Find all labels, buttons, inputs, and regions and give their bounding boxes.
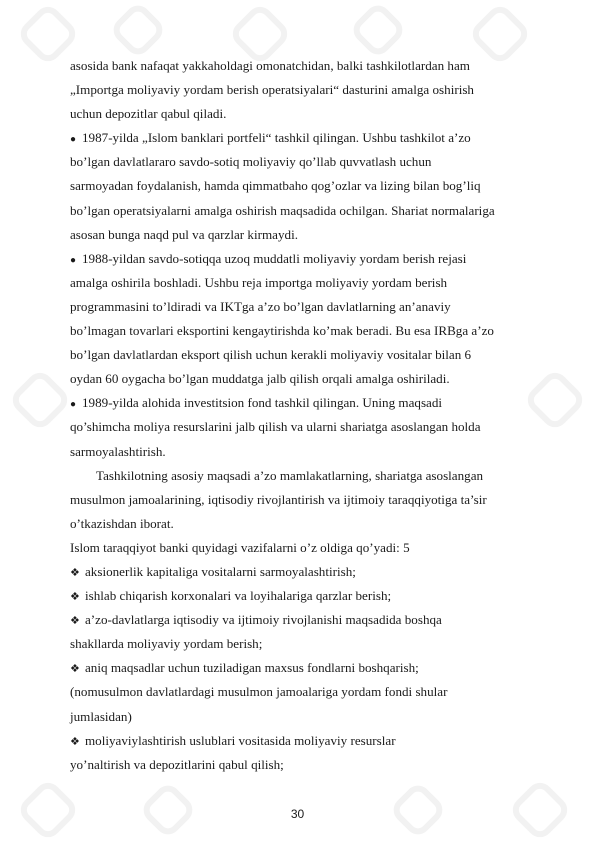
text-line [70,656,532,680]
text-line [70,223,532,247]
line-text: 1987-yilda „Islom banklari portfeli“ tashkil qilingan. Ushbu tashkilot a’zo [82,130,471,146]
diamond-bullet-icon: ❖ [70,566,80,579]
line-text: (nomusulmon davlatlardagi musulmon jamoalariga yordam fondi shular [70,684,448,700]
line-text: shakllarda moliyaviy yordam berish; [70,636,263,652]
text-line [70,488,532,512]
line-text: bo’lmagan tovarlari eksportini kengaytirishda ko’mak beradi. Bu esa IRBga a’zo [70,323,494,339]
text-line [70,391,532,415]
text-line [70,415,532,439]
line-text: programmasini to’ldiradi va IKTga a’zo bo’lgan davlatlarning an’anaviy [70,298,451,314]
text-line [70,367,532,391]
bullet-icon: ● [70,254,77,266]
text-line [70,247,532,271]
line-text: moliyaviylashtirish uslublari vositasida moliyaviy resurslar [85,732,396,748]
line-text: ishlab chiqarish korxonalari va loyihalariga qarzlar berish; [85,588,392,604]
text-line [70,512,532,536]
bullet-icon: ● [70,134,77,146]
line-text: asosan bunga naqd pul va qarzlar kirmaydi. [70,226,298,242]
line-text: jumlasidan) [70,708,132,724]
text-line [70,729,532,753]
line-text: 1989-yilda alohida investitsion fond tashkil qilingan. Uning maqsadi [82,395,443,411]
line-text: sarmoyadan foydalanish, hamda qimmatbaho qog’ozlar va lizing bilan bog’liq [70,178,481,194]
line-text: Islom taraqqiyot banki quyidagi vazifalarni o’z oldiga qo’yadi: 5 [70,539,410,555]
line-text: oydan 60 oygacha bo’lgan muddatga jalb qilish orqali amalga oshiriladi. [70,371,450,387]
text-line [70,102,532,126]
line-text: yo’naltirish va depozitlarini qabul qilish; [70,756,284,772]
line-text: musulmon jamoalarining, iqtisodiy rivojlantirish va ijtimoiy taraqqiyotiga ta’sir [70,491,487,507]
text-line [70,126,532,150]
line-text: asosida bank nafaqat yakkaholdagi omonatchidan, balki tashkilotlardan ham [70,58,470,73]
line-text: Tashkilotning asosiy maqsadi a’zo mamlakatlarning, shariatga asoslangan [96,467,484,483]
text-line [70,295,532,319]
diamond-bullet-icon: ❖ [70,615,80,628]
text-line [70,78,532,102]
line-text: uchun depozitlar qabul qiladi. [70,106,227,122]
text-line [70,584,532,608]
line-text: a’zo-davlatlarga iqtisodiy va ijtimoiy rivojlanishi maqsadida boshqa [85,612,442,628]
text-line [70,705,532,729]
text-line [70,608,532,632]
line-text: „Importga moliyaviy yordam berish operatsiyalari“ dasturini amalga oshirish [70,82,474,98]
text-line [70,343,532,367]
line-text: o’tkazishdan iborat. [70,515,174,531]
diamond-bullet-icon: ❖ [70,591,80,604]
text-line [70,632,532,656]
line-text: qo’shimcha moliya resurslarini jalb qilish va ularni shariatga asoslangan holda [70,419,481,435]
text-line [70,199,532,223]
body-text [70,54,532,777]
text-line [70,536,532,560]
text-line [70,174,532,198]
text-line [70,560,532,584]
line-text: bo’lgan operatsiyalarni amalga oshirish maqsadida ochilgan. Shariat normalariga [70,202,495,218]
line-text: aksionerlik kapitaliga vositalarni sarmoyalashtirish; [85,563,356,579]
text-line [70,150,532,174]
page-number: 30 [290,807,305,821]
text-line [70,271,532,295]
diamond-bullet-icon: ❖ [70,663,80,676]
line-text: bo’lgan davlatlararo savdo-sotiq moliyaviy qo’llab quvvatlash uchun [70,154,432,170]
text-line [70,319,532,343]
diamond-bullet-icon: ❖ [70,735,80,748]
text-line [70,54,532,78]
line-text: sarmoyalashtirish. [70,443,166,459]
line-text: bo’lgan davlatlardan eksport qilish uchun kerakli moliyaviy vositalar bilan 6 [70,347,472,363]
text-line [70,440,532,464]
line-text: 1988-yildan savdo-sotiqqa uzoq muddatli moliyaviy yordam berish rejasi [82,250,467,266]
line-text: amalga oshirila boshladi. Ushbu reja importga moliyaviy yordam berish [70,274,448,290]
text-line [70,680,532,704]
line-text: aniq maqsadlar uchun tuziladigan maxsus fondlarni boshqarish; [85,660,419,676]
text-line [70,753,532,777]
bullet-icon: ● [70,399,77,411]
text-line [70,464,532,488]
